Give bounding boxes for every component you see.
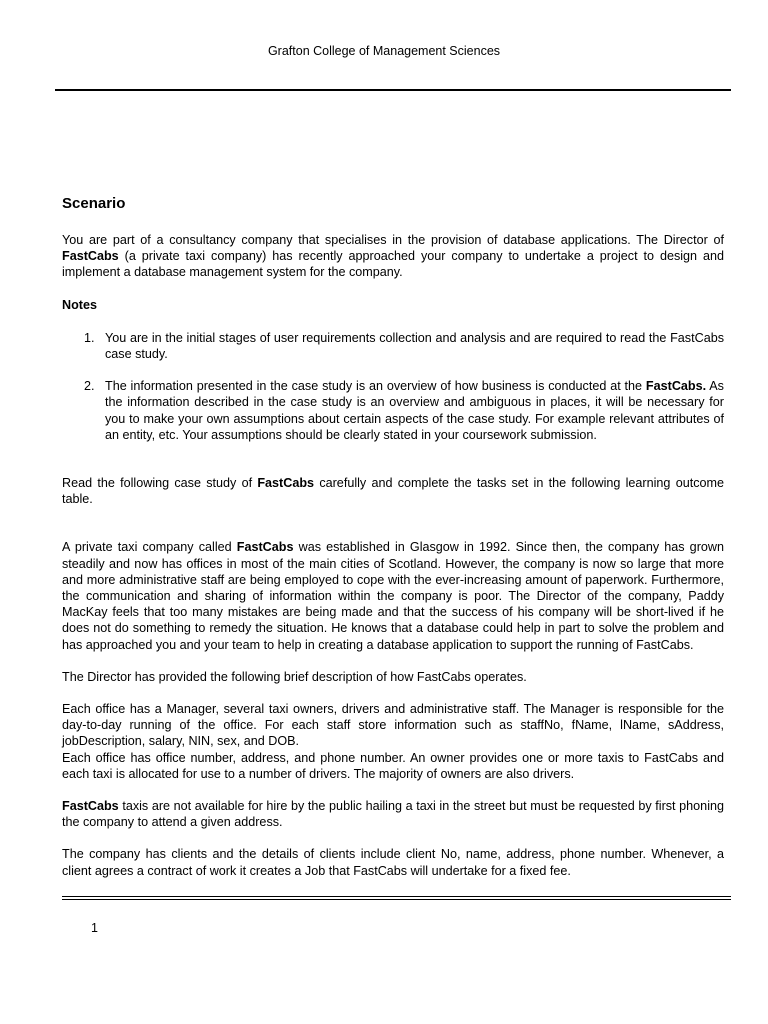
case-study-paragraph: A private taxi company called FastCabs was established in Glasgow in 1992. Since then, the company has grown steadily and now has offices in most of the main cities of Scotland. However, the company is now so large that more and more administrative staff are being employed to cope with the ever-increasing amount of paperwork. Furthermore, the communication and sharing of information within the company is poor. The Director of the company, Paddy MacKay feels that too many mistakes are being made and that the success of his company will be short-lived if he does not do something to remedy the situation. He knows that a database could help in part to solve the problem and has approached you and your team to help in creating a database application to support the running of FastCabs. bbox=[62, 540, 724, 652]
page-header: Grafton College of Management Sciences bbox=[267, 44, 501, 58]
case-study-paragraph: The Director has provided the following brief description of how FastCabs operates. bbox=[62, 669, 527, 684]
case-study-paragraph: The company has clients and the details of clients include client No, name, address, phone number. Whenever, a client agrees a contract of work it creates a Job that FastCabs will undertake for a fixed fee. bbox=[62, 847, 724, 878]
page-number: 1 bbox=[91, 921, 98, 935]
notes-list bbox=[62, 330, 724, 443]
footer-rule bbox=[62, 896, 731, 900]
notes-heading: Notes bbox=[62, 297, 97, 312]
scenario-paragraph: You are part of a consultancy company that specialises in the provision of database applications. The Director of FastCabs (a private taxi company) has recently approached your company to undertake a project to design and implement a database management system for the company. bbox=[62, 233, 724, 280]
instruction-paragraph: Read the following case study of FastCabs carefully and complete the tasks set in the following learning outcome table. bbox=[62, 476, 724, 507]
document-body bbox=[62, 195, 724, 879]
list-item: 2. The information presented in the case study is an overview of how business is conducted at the FastCabs. As the information described in the case study is an overview and ambiguous in places, it will be necessary for you to make your own assumptions about certain aspects of the case study. For example relevant attributes of an entity, etc. Your assumptions should be clearly stated in your coursework submission. bbox=[84, 379, 724, 442]
list-item: 1. You are in the initial stages of user requirements collection and analysis and are required to read the FastCabs case study. bbox=[84, 330, 724, 362]
header-rule bbox=[55, 89, 731, 91]
case-study-paragraph: Each office has office number, address, and phone number. An owner provides one or more taxis to FastCabs and each taxi is allocated for use to a number of drivers. The majority of owners are also drivers. bbox=[62, 750, 724, 781]
case-study-paragraph: Each office has a Manager, several taxi owners, drivers and administrative staff. The Manager is responsible for the day-to-day running of the office. For each staff store information such as staffNo, fName, lName, sAddress, jobDescription, salary, NIN, sex, and DOB. bbox=[62, 702, 724, 749]
scenario-heading: Scenario bbox=[62, 195, 126, 212]
case-study-paragraph: FastCabs taxis are not available for hire by the public hailing a taxi in the street but must be requested by first phoning the company to attend a given address. bbox=[62, 799, 724, 830]
